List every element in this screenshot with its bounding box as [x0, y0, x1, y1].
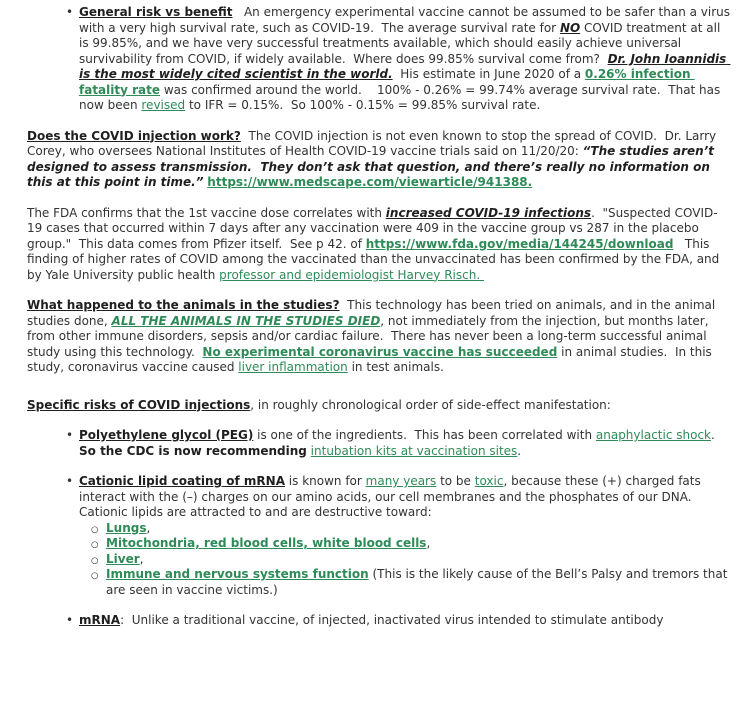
text-run: , [139, 551, 144, 566]
text-run: to IFR = 0.15%. So 100% - 0.15% = 99.85% survival rate. [185, 98, 541, 112]
hyperlink[interactable]: Liver [106, 551, 140, 566]
text-run: COVID treatment at all is 99.85%, and we have very successful treatments available, which should easily achieve universal survivability from COVID, if widely available. Where does 99.85% survival come from? [79, 20, 725, 66]
bullet-list [27, 5, 734, 114]
text-run: So the CDC is now recommending [79, 443, 307, 458]
text-run: , in roughly chronological order of side-effect manifestation: [250, 397, 611, 412]
hyperlink[interactable]: ALL THE ANIMALS IN THE STUDIES DIED [111, 313, 381, 328]
text-run: to be [436, 474, 475, 488]
text-run: (This is the likely cause of the Bell’s Palsy and tremors that are seen in vaccine victims.) [106, 567, 732, 597]
hyperlink[interactable]: Immune and nervous systems function [106, 567, 369, 581]
hyperlink[interactable]: professor and epidemiologist Harvey Risch. [219, 267, 484, 282]
text-run: : Unlike a traditional vaccine, of injected, inactivated virus intended to stimulate antibody [120, 613, 664, 627]
text-run: , [426, 536, 431, 550]
text-run: is known for [284, 474, 366, 488]
sub-bullet-list [79, 521, 730, 599]
hyperlink[interactable]: https://www.medscape.com/viewarticle/941388. [207, 175, 533, 189]
hyperlink[interactable]: 0.26% infection fatality rate [79, 67, 695, 97]
bullet-list [27, 428, 730, 629]
text-run: is one of the ingredients. This has been correlated with [253, 428, 596, 442]
text-run: Does the COVID injection work? [27, 128, 241, 143]
text-run: General risk vs benefit [79, 5, 233, 19]
paragraph [27, 206, 730, 284]
text-run: in test animals. [347, 360, 444, 374]
text-run: . [711, 428, 727, 442]
list-item [27, 474, 730, 598]
text-run: . [517, 443, 522, 458]
text-run: was confirmed around the world. 100% - 0.26% = 99.74% average survival rate. That has now been [79, 82, 725, 112]
hyperlink[interactable]: liver inflammation [238, 360, 348, 374]
text-run: Dr. John Ioannidis is the most widely cited scientist in the world. [79, 51, 731, 81]
text-run: , because these (+) charged fats interact with the (–) charges on our amino acids, our cell membranes and the phosphates of our DNA. Cationic lipids are attracted to and are destructive toward: [79, 474, 705, 519]
text-run: The FDA confirms that the 1st vaccine dose correlates with [27, 205, 386, 220]
hyperlink[interactable]: many years [365, 474, 437, 488]
text-run: “The studies aren’t designed to assess transmission. They don’t ask that question, and there’s really no information on this at this point in time.” [27, 144, 719, 189]
text-run: An emergency experimental vaccine cannot be assumed to be safer than a virus with a very high survival rate, such as COVID-19. The average survival rate for [79, 5, 734, 35]
hyperlink[interactable]: https://www.fda.gov/media/144245/download [365, 236, 674, 251]
hyperlink[interactable]: Lungs [106, 520, 147, 535]
text-run: Cationic lipid coating of mRNA [79, 474, 285, 488]
hyperlink[interactable]: toxic [474, 474, 504, 488]
text-run: increased COVID-19 infections [385, 205, 592, 220]
hyperlink[interactable]: No experimental coronavirus vaccine has succeeded [202, 344, 558, 359]
sub-list-item [79, 552, 730, 568]
text-run: , not immediately from the injection, but months later, from other immune disorders, sepsis and/or cardiac failure. There has never been a long-term successful animal study using this technology. [27, 313, 713, 359]
text-run: NO [559, 20, 581, 35]
sub-list-item [79, 521, 730, 537]
text-run: The COVID injection is not even known to stop the spread of COVID. Dr. Larry Corey, who oversees National Institutes of Health COVID-19 vaccine trials said on 11/20/20: [27, 128, 720, 158]
hyperlink[interactable]: anaphylactic shock [595, 428, 711, 442]
paragraph [27, 129, 730, 191]
list-item [27, 5, 734, 114]
text-run: His estimate in June 2020 of a [392, 67, 585, 81]
sub-list-item [79, 536, 730, 552]
hyperlink[interactable]: Mitochondria, red blood cells, white blood cells [106, 536, 427, 550]
paragraph [27, 398, 730, 414]
text-run: What happened to the animals in the studies? [27, 298, 340, 312]
text-run: Polyethylene glycol (PEG) [79, 428, 254, 442]
list-item [27, 613, 730, 629]
text-run: Specific risks of COVID injections [27, 397, 251, 412]
list-item [27, 428, 730, 459]
text-run: in animal studies. In this study, coronavirus vaccine caused [27, 344, 716, 374]
text-run: mRNA [79, 613, 121, 627]
sub-list-item [79, 567, 730, 598]
text-run: This finding of higher rates of COVID among the vaccinated than the unvaccinated has been confirmed by the FDA, and by Yale University public health [27, 236, 724, 282]
paragraph [27, 298, 730, 376]
hyperlink[interactable]: revised [141, 98, 186, 112]
hyperlink[interactable]: intubation kits at vaccination sites [310, 443, 518, 458]
text-run: This technology has been tried on animals, and in the animal studies done, [27, 298, 720, 328]
text-run: . "Suspected COVID-19 cases that occurred within 7 days after any vaccination were 409 in the vaccine group vs 287 in the placebo group." This data comes from Pfizer itself. See p 42. of [27, 205, 718, 251]
text-run: , [146, 520, 151, 535]
